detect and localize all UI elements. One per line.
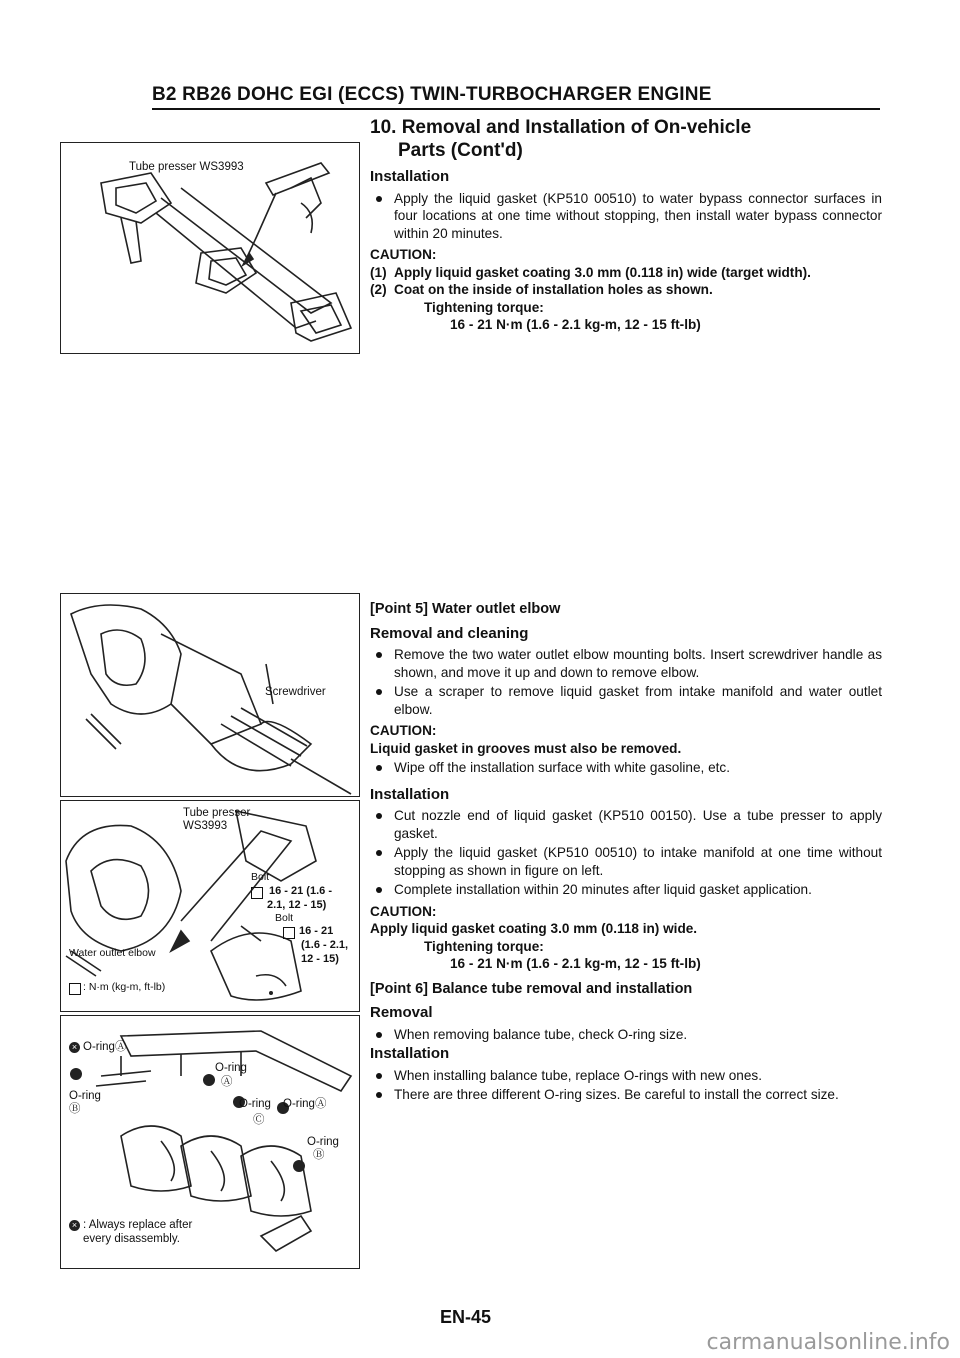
screwdriver-label: Screwdriver [265, 686, 326, 698]
torque-icon-1 [251, 887, 263, 899]
figure-outlet-elbow-screwdriver [60, 593, 360, 797]
replace-icon-top: × [69, 1042, 80, 1053]
point6-rbullet-check: When removing balance tube, check O-ring size. [370, 1026, 882, 1044]
point5-ibullet-cut-nozzle: Cut nozzle end of liquid gasket (KP510 00150). Use a tube presser to apply gasket. [370, 807, 882, 842]
point6-heading: [Point 6] Balance tube removal and installation [370, 980, 693, 997]
oring-a-top-label: O-ringⒶ [83, 1041, 127, 1053]
replace-note-line2: every disassembly. [83, 1233, 180, 1245]
bolt-label-2: Bolt [275, 912, 294, 924]
tube-presser-label-line2: WS3993 [183, 820, 228, 832]
point5-caution2-text: Apply liquid gasket coating 3.0 mm (0.118 in) wide. [370, 921, 698, 936]
point5-removal-heading: Removal and cleaning [370, 624, 529, 642]
oring-b-right-label-line2: Ⓑ [313, 1149, 325, 1161]
caution-item-2 [370, 281, 882, 299]
mark-a-label: Ⓐ [221, 1076, 233, 1088]
oring-c-label: O-ring [239, 1098, 271, 1110]
page-title: B2 RB26 DOHC EGI (ECCS) TWIN-TURBOCHARGER ENGINE [152, 84, 712, 105]
bolt-label-1: Bolt [251, 871, 270, 883]
mark-c-label: Ⓒ [253, 1114, 265, 1126]
caution-label: CAUTION: [370, 247, 437, 262]
tube-presser-label-line1: Tube presser [183, 807, 251, 819]
torque-unit-label: : N·m (kg-m, ft-lb) [83, 981, 166, 993]
bolt-torque-2-line1: 16 - 21 [299, 925, 334, 937]
caution-item-1 [370, 264, 882, 282]
replace-note-line1: : Always replace after [83, 1219, 193, 1231]
oring-b-left-label-line1: O-ring [69, 1090, 101, 1102]
oring-b-right-label-line1: O-ring [307, 1136, 339, 1148]
point6-ibullet-sizes: There are three different O-ring sizes. Be careful to install the correct size. [370, 1086, 882, 1104]
point5-ibullet-complete: Complete installation within 20 minutes after liquid gasket application. [370, 881, 882, 899]
tube-presser-label: Tube presser WS3993 [129, 161, 244, 173]
figure-elbow-installation [60, 800, 360, 1012]
point5-bullet-scraper: Use a scraper to remove liquid gasket from intake manifold and water outlet elbow. [370, 683, 882, 718]
point5-installation-heading: Installation [370, 785, 450, 803]
section-point5-point6 [370, 595, 882, 1106]
page-number: EN-45 [440, 1307, 492, 1327]
section-heading-line1: 10. Removal and Installation of On-vehicle [370, 117, 752, 138]
section-heading-line2: Parts (Cont'd) [398, 140, 523, 161]
caution-item-2-text: Coat on the inside of installation holes as shown. [394, 282, 713, 297]
point6-removal-heading: Removal [370, 1004, 433, 1021]
point5-bullet-wipe: Wipe off the installation surface with white gasoline, etc. [370, 759, 882, 777]
torque-value: 16 - 21 N·m (1.6 - 2.1 kg-m, 12 - 15 ft-lb) [450, 317, 701, 332]
caution-item-2-num: (2) [370, 282, 387, 297]
oring-a-right-label: O-ringⒶ [283, 1098, 327, 1110]
bolt-torque-2-line2: (1.6 - 2.1, [301, 939, 349, 951]
point5-ibullet-apply: Apply the liquid gasket (KP510 00510) to intake manifold at one time without stopping as shown in figure on left. [370, 844, 882, 879]
point6-ibullet-replace: When installing balance tube, replace O-rings with new ones. [370, 1067, 882, 1085]
point5-caution2-label: CAUTION: [370, 903, 437, 919]
bypass-connector-drawing [61, 143, 359, 353]
bolt-torque-1-line2: 2.1, 12 - 15) [267, 899, 327, 911]
caution-item-1-text: Apply liquid gasket coating 3.0 mm (0.118 in) wide (target width). [394, 264, 811, 280]
point6-installation-heading: Installation [370, 1045, 450, 1062]
oring-b-left-label-line2: Ⓑ [69, 1103, 81, 1115]
figure-balance-tube [60, 1015, 360, 1269]
oring-mid-label: O-ring [215, 1062, 247, 1074]
replace-icon-legend: × [69, 1220, 80, 1231]
point5-caution-label: CAUTION: [370, 723, 437, 738]
bolt-torque-1-line1: 16 - 21 (1.6 - [269, 885, 332, 897]
water-outlet-elbow-label: Water outlet elbow [69, 947, 156, 959]
point5-torque-value: 16 - 21 N·m (1.6 - 2.1 kg-m, 12 - 15 ft-lb) [450, 956, 701, 971]
title-rule [152, 108, 880, 110]
bullet-apply-gasket: Apply the liquid gasket (KP510 00510) to water bypass connector surfaces in four locations at one time without stopping, then install water bypass connector within 20 minutes. [370, 190, 882, 243]
watermark: carmanualsonline.info [706, 1330, 950, 1355]
bolt-torque-2-line3: 12 - 15) [301, 953, 339, 965]
section-installation-bypass [370, 116, 882, 334]
torque-label: Tightening torque: [424, 299, 544, 315]
torque-icon-legend [69, 983, 81, 995]
torque-icon-2 [283, 927, 295, 939]
caution-item-1-num: (1) [370, 264, 387, 280]
point5-heading: [Point 5] Water outlet elbow [370, 601, 561, 617]
point5-bullet-remove-bolts: Remove the two water outlet elbow mounting bolts. Insert screwdriver handle as shown, and move it up and down to remove elbow. [370, 646, 882, 681]
installation-heading: Installation [370, 168, 450, 185]
point5-torque-label: Tightening torque: [424, 938, 544, 954]
figure-bypass-connector [60, 142, 360, 354]
point5-caution-text: Liquid gasket in grooves must also be removed. [370, 740, 682, 756]
